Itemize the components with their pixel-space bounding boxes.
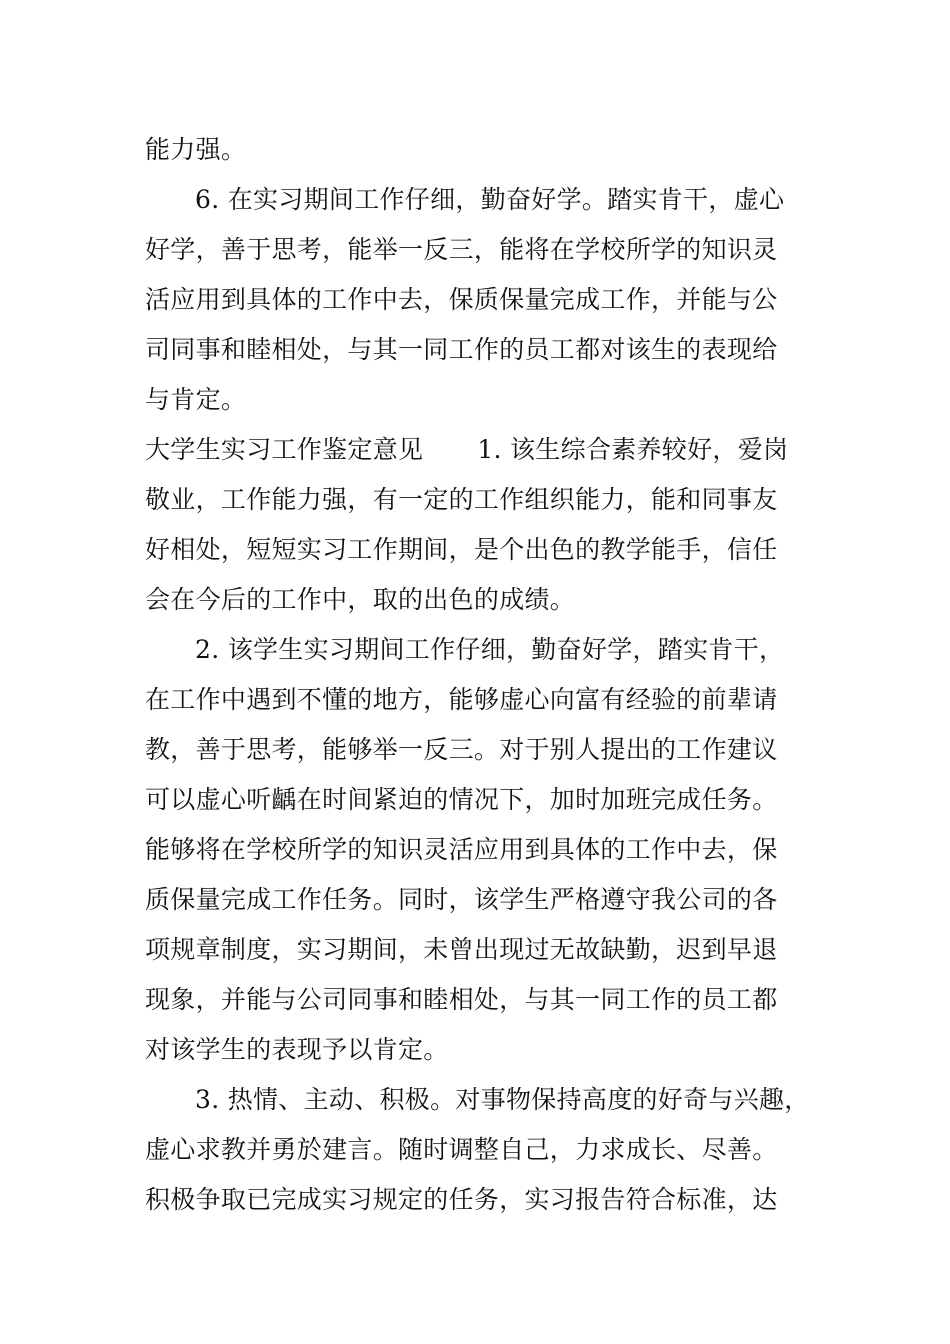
text-line: 现象，并能与公司同事和睦相处，与其一同工作的员工都 xyxy=(145,985,778,1014)
text-line: 教，善于思考，能够举一反三。对于别人提出的工作建议 xyxy=(145,735,778,764)
text-line: 能力强。 xyxy=(145,135,247,164)
text-line: 2. 该学生实习期间工作仔细，勤奋好学，踏实肯干， xyxy=(195,635,785,664)
text-line: 司同事和睦相处，与其一同工作的员工都对该生的表现给 xyxy=(145,335,778,364)
text-line: 能够将在学校所学的知识灵活应用到具体的工作中去，保 xyxy=(145,835,778,864)
text-line: 项规章制度，实习期间，未曾出现过无故缺勤，迟到早退 xyxy=(145,935,778,964)
text-line: 积极争取已完成实习规定的任务，实习报告符合标准，达 xyxy=(145,1185,778,1214)
text-line: 1. 该生综合素养较好，爱岗 xyxy=(477,435,789,464)
text-line: 与肯定。 xyxy=(145,385,247,414)
text-line: 活应用到具体的工作中去，保质保量完成工作，并能与公 xyxy=(145,285,778,314)
text-line: 6. 在实习期间工作仔细，勤奋好学。踏实肯干，虚心 xyxy=(195,185,785,214)
text-line: 质保量完成工作任务。同时，该学生严格遵守我公司的各 xyxy=(145,885,778,914)
text-line: 虚心求教并勇於建言。随时调整自己，力求成长、尽善。 xyxy=(145,1135,778,1164)
text-line: 3. 热情、主动、积极。对事物保持高度的好奇与兴趣， xyxy=(195,1085,810,1114)
text-line: 会在今后的工作中，取的出色的成绩。 xyxy=(145,585,576,614)
section-heading-line xyxy=(145,435,825,467)
text-line: 对该学生的表现予以肯定。 xyxy=(145,1035,449,1064)
section-heading: 大学生实习工作鉴定意见 xyxy=(145,435,424,464)
text-line: 在工作中遇到不懂的地方，能够虚心向富有经验的前辈请 xyxy=(145,685,778,714)
text-line: 敬业，工作能力强，有一定的工作组织能力，能和同事友 xyxy=(145,485,778,514)
text-line: 好学，善于思考，能举一反三，能将在学校所学的知识灵 xyxy=(145,235,778,264)
text-line: 好相处，短短实习工作期间，是个出色的教学能手，信任 xyxy=(145,535,778,564)
text-line: 可以虚心听齲在时间紧迫的情况下，加时加班完成任务。 xyxy=(145,785,778,814)
